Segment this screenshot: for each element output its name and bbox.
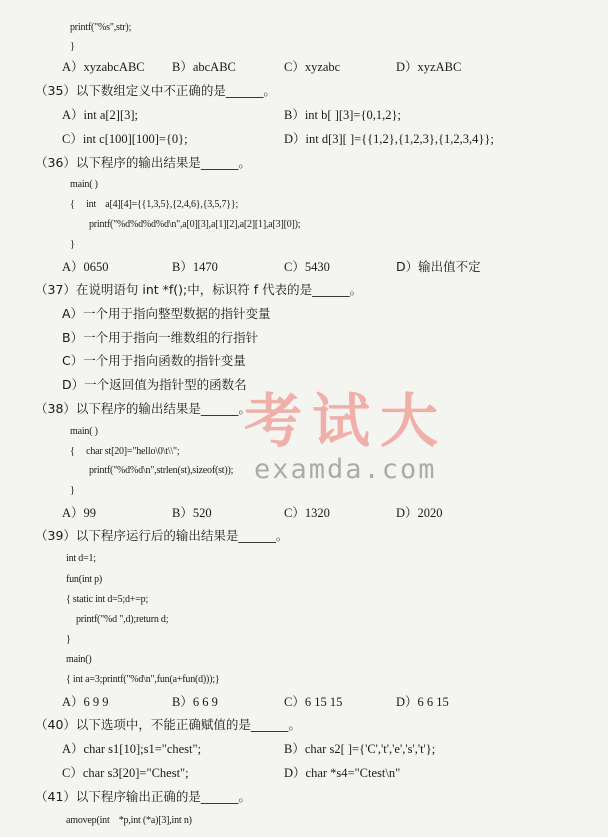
- option-a: A）char s1[10];s1="chest";: [62, 742, 202, 756]
- code-line: main( ): [70, 179, 98, 190]
- option-b: B）6 6 9: [172, 695, 218, 709]
- option-d: D）2020: [396, 506, 443, 520]
- code-line: fun(int p): [66, 574, 103, 585]
- option-c: C）6 15 15: [284, 695, 343, 709]
- code-line: }: [70, 485, 75, 496]
- option-d: D）输出值不定: [396, 259, 481, 274]
- code-line: printf("%d%d\n",strlen(st),sizeof(st));: [89, 465, 234, 476]
- option-c: C）xyzabc: [284, 60, 341, 74]
- code-line: { int a[4][4]={{1,3,5},{2,4,6},{3,5,7}};: [70, 199, 239, 210]
- option-b: B）char s2[ ]={'C','t','e','s','t'};: [284, 742, 436, 756]
- option-b: B）int b[ ][3]={0,1,2};: [284, 108, 401, 122]
- option-c: C）一个用于指向函数的指针变量: [62, 353, 246, 368]
- code-line: { char st[20]="hello\0\t\\";: [70, 446, 180, 457]
- code-line: }: [70, 41, 75, 52]
- option-b: B）abcABC: [172, 60, 236, 74]
- code-line: amovep(int *p,int (*a)[3],int n): [66, 815, 192, 826]
- code-line: printf("%d%d%d%d\n",a[0][3],a[1][2],a[2][1],a[3][0]);: [89, 219, 301, 230]
- question-36-stem: （36）以下程序的输出结果是______。: [35, 155, 251, 170]
- question-41-stem: （41）以下程序输出正确的是______。: [35, 789, 251, 804]
- option-a: A）99: [62, 506, 97, 520]
- code-line: int d=1;: [66, 553, 96, 564]
- option-c: C）5430: [284, 260, 330, 274]
- watermark-url: examda.com: [254, 454, 437, 485]
- code-line: main( ): [70, 426, 98, 437]
- option-d: D）xyzABC: [396, 60, 462, 74]
- code-line: { int a=3;printf("%d\n",fun(a+fun(d)));}: [66, 674, 220, 685]
- question-35-stem: （35）以下数组定义中不正确的是______。: [35, 83, 276, 98]
- option-a: A）int a[2][3];: [62, 108, 139, 122]
- option-c: C）int c[100][100]={0};: [62, 132, 188, 146]
- option-b: B）520: [172, 506, 212, 520]
- option-d: D）6 6 15: [396, 695, 449, 709]
- code-line: printf("%d ",d);return d;: [76, 614, 169, 625]
- code-line: printf("%s",str);: [70, 22, 132, 33]
- option-d: D）int d[3][ ]={{1,2},{1,2,3},{1,2,3,4}};: [284, 132, 494, 146]
- option-c: C）char s3[20]="Chest";: [62, 766, 189, 780]
- watermark-logo-text: 考试大: [244, 387, 449, 455]
- option-b: B）一个用于指向一维数组的行指针: [62, 330, 259, 345]
- option-d: D）char *s4="Ctest\n": [284, 766, 401, 780]
- option-a: A）xyzabcABC: [62, 60, 145, 74]
- option-d: D）一个返回值为指针型的函数名: [62, 377, 247, 392]
- watermark: [244, 387, 554, 502]
- option-a: A）6 9 9: [62, 695, 109, 709]
- option-c: C）1320: [284, 506, 330, 520]
- code-line: main(): [66, 654, 92, 665]
- code-line: }: [66, 634, 71, 645]
- code-line: }: [70, 239, 75, 250]
- question-37-stem: （37）在说明语句 int *f();中，标识符 f 代表的是______。: [35, 282, 363, 297]
- option-b: B）1470: [172, 260, 218, 274]
- option-a: A）一个用于指向整型数据的指针变量: [62, 306, 271, 321]
- option-a: A）0650: [62, 260, 109, 274]
- question-39-stem: （39）以下程序运行后的输出结果是______。: [35, 528, 289, 543]
- code-line: { static int d=5;d+=p;: [66, 594, 149, 605]
- question-38-stem: （38）以下程序的输出结果是______。: [35, 401, 251, 416]
- question-40-stem: （40）以下选项中，不能正确赋值的是______。: [35, 717, 301, 732]
